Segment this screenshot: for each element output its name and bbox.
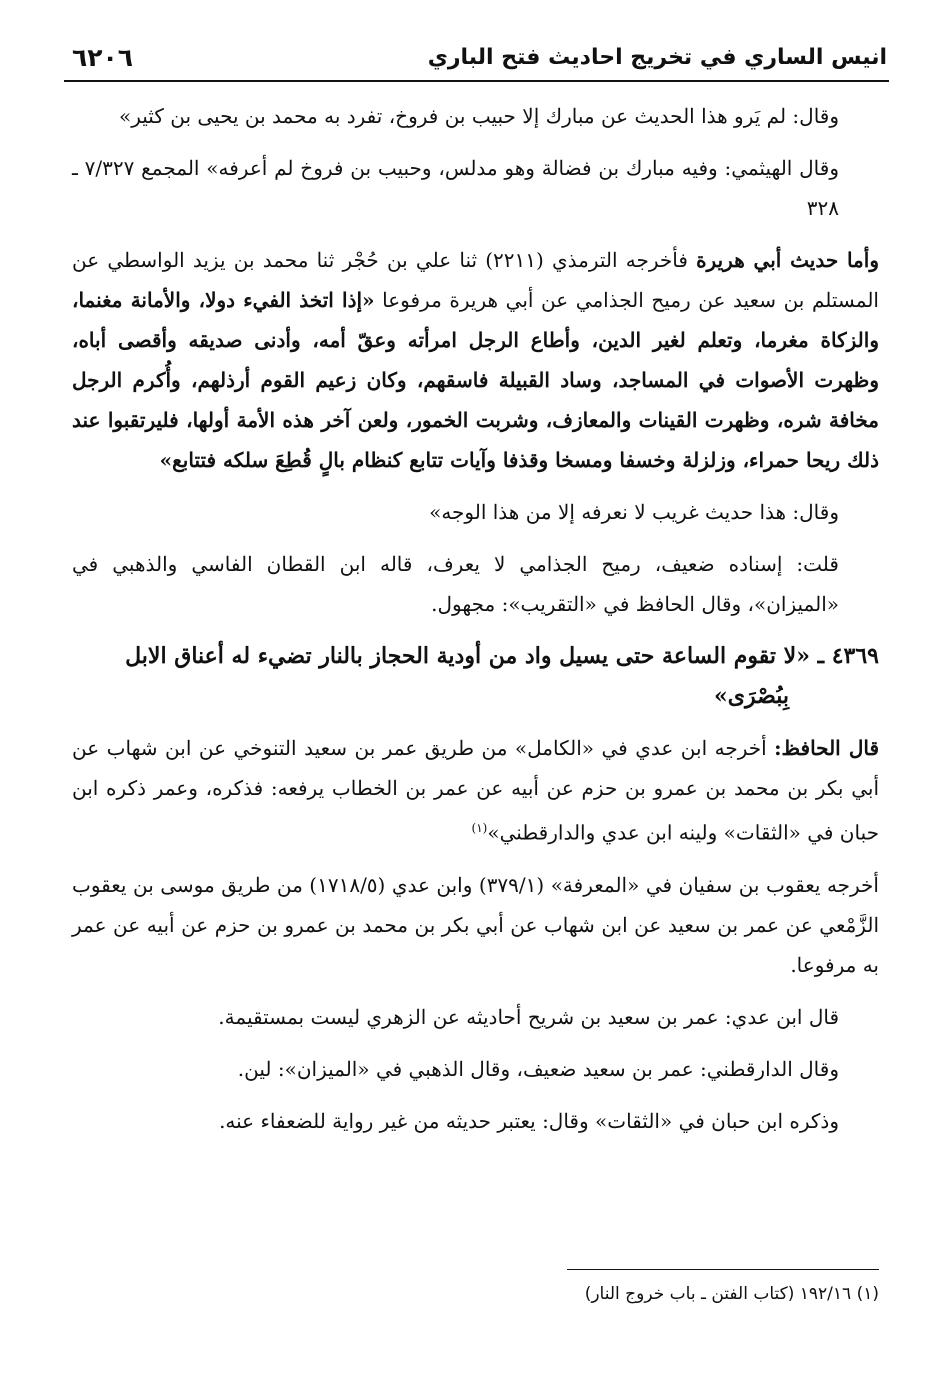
paragraph-3-hadith: «إذا اتخذ الفيء دولا، والأمانة مغنما، والزكاة مغرما، وتعلم لغير الدين، وأطاع الرجل امرأته وعقّ أمه، وأدنى صديقه وأقصى أباه، وظهرت الأصوات في المساجد، وساد القبيلة فاسقهم، وكان زعيم القوم أرذلهم، وأُكرم الرجل مخافة شره، وظهرت القينات والمعازف، وشربت الخمور، ولعن آخر هذه الأمة أولها، فليرتقبوا عند ذلك ريحا حمراء، وزلزلة وخسفا ومسخا وقذفا وآيات تتابع كنظام بالٍ قُطِعَ سلكه فتتابع» xyxy=(72,288,880,472)
paragraph-6 xyxy=(72,728,879,853)
page-header xyxy=(72,40,887,74)
hadith-heading-line1: ٤٣٦٩ ـ «لا تقوم الساعة حتى يسيل واد من أودية الحجاز بالنار تضيء له أعناق الابل xyxy=(125,643,879,669)
paragraph-6-lead: قال الحافظ: xyxy=(774,736,879,760)
page-number: ٦٢٠٦ xyxy=(72,42,134,72)
footnote-rule xyxy=(567,1269,879,1270)
paragraph-3-text: فأخرجه الترمذي (٢٢١١) ثنا علي بن حُجْر ثنا محمد بن يزيد الواسطي عن المستلم بن سعيد عن رميح الجذامي عن أبي هريرة مرفوعا xyxy=(72,248,879,312)
paragraph-4: وقال: هذا حديث غريب لا نعرفه إلا من هذا الوجه» xyxy=(429,500,839,524)
paragraph-6-text: أخرجه ابن عدي في «الكامل» من طريق عمر بن سعيد التنوخي عن ابن شهاب عن أبي بكر بن محمد بن عمرو بن حزم عن أبيه عن عمر بن الخطاب يرفعه: فذكره، وعمر ذكره ابن حبان في «الثقات» ولينه ابن عدي والدارقطني» xyxy=(72,736,879,845)
footnote-reference: (١) xyxy=(471,821,488,835)
paragraph-10: وذكره ابن حبان في «الثقات» وقال: يعتبر حديثه من غير رواية للضعفاء عنه. xyxy=(219,1108,839,1133)
paragraph-5: قلت: إسناده ضعيف، رميح الجذامي لا يعرف، قاله ابن القطان الفاسي والذهبي في «الميزان»، وقال الحافظ في «التقريب»: مجهول. xyxy=(72,552,839,616)
hadith-heading-line2: بِبُصْرَى» xyxy=(714,683,789,709)
paragraph-3 xyxy=(72,240,879,480)
header-rule xyxy=(64,80,889,82)
page-body xyxy=(72,96,879,1153)
paragraph-8: قال ابن عدي: عمر بن سعيد بن شريح أحاديثه عن الزهري ليست بمستقيمة. xyxy=(218,1004,839,1029)
footnote: (١) ١٩٢/١٦ (كتاب الفتن ـ باب خروج النار) xyxy=(584,1284,879,1304)
paragraph-1: وقال: لم يَرو هذا الحديث عن مبارك إلا حبيب بن فروخ، تفرد به محمد بن يحيى بن كثير» xyxy=(119,104,839,128)
paragraph-7: أخرجه يعقوب بن سفيان في «المعرفة» (٣٧٩/١) وابن عدي (١٧١٨/٥) من طريق موسى بن يعقوب الزَّمْعي عن عمر بن سعيد عن ابن شهاب عن أبي بكر بن محمد بن عمرو بن حزم عن أبيه عن عمر به مرفوعا. xyxy=(72,872,879,977)
paragraph-3-lead: وأما حديث أبي هريرة xyxy=(696,248,879,272)
hadith-heading xyxy=(72,636,879,716)
paragraph-2: وقال الهيثمي: وفيه مبارك بن فضالة وهو مدلس، وحبيب بن فروخ لم أعرفه» المجمع ٧/٣٢٧ ـ ٣٢٨ xyxy=(72,156,839,220)
running-title: انيس الساري في تخريج احاديث فتح الباري xyxy=(427,44,887,70)
paragraph-9: وقال الدارقطني: عمر بن سعيد ضعيف، وقال الذهبي في «الميزان»: لين. xyxy=(237,1056,839,1081)
